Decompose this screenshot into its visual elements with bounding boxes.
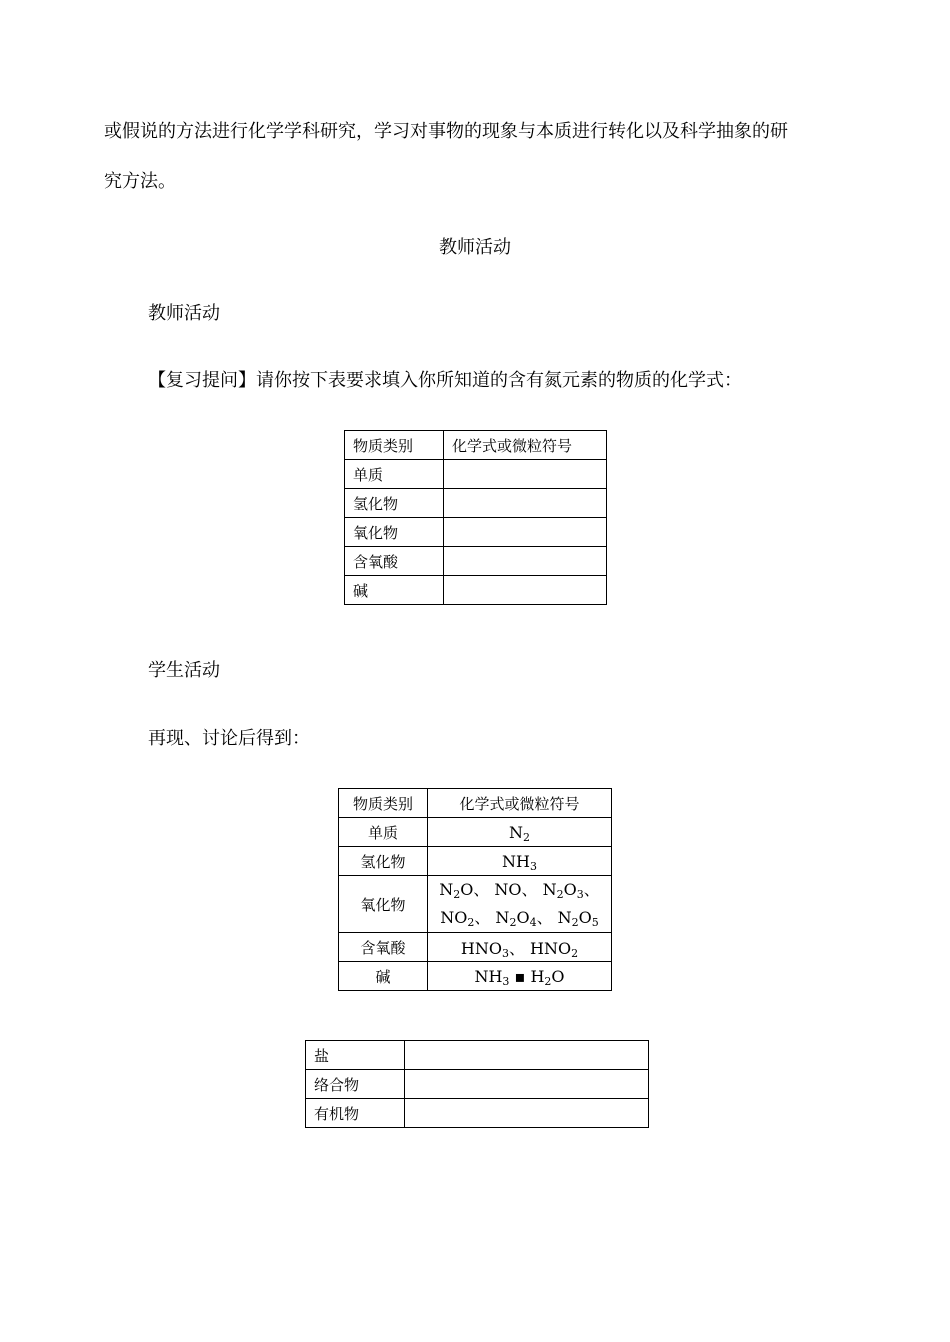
table-row [306, 1070, 649, 1099]
answer-table [338, 788, 612, 991]
empty-formula-cell [405, 1070, 649, 1099]
table-row [345, 489, 607, 518]
formula-cell: $NH_3$ [428, 847, 612, 876]
table-row [339, 962, 612, 991]
category-cell: 含氧酸 [345, 547, 444, 576]
empty-formula-cell [405, 1099, 649, 1128]
category-cell: 氧化物 [339, 876, 428, 933]
table-row [345, 460, 607, 489]
fill-in-table [344, 430, 607, 605]
section-title: 教师活动 [439, 237, 511, 258]
header-formula: 化学式或微粒符号 [444, 431, 607, 460]
category-cell: 络合物 [306, 1070, 405, 1099]
formula-cell: $HNO_3$、 $HNO_2$ [428, 933, 612, 962]
category-cell: 含氧酸 [339, 933, 428, 962]
category-cell: 有机物 [306, 1099, 405, 1128]
formula-cell: $NH_3$ ▪ $H_2O$ [428, 962, 612, 991]
category-cell: 碱 [339, 962, 428, 991]
category-cell: 氧化物 [345, 518, 444, 547]
empty-formula-cell [405, 1041, 649, 1070]
table-header-row [345, 431, 607, 460]
empty-formula-cell [444, 576, 607, 605]
category-cell: 单质 [339, 818, 428, 847]
formula-cell: $N_2O$、 NO、 $N_2O_3$、 $NO_2$、 $N_2O_4$、 $N_2O_5$ [428, 876, 612, 933]
intro-line-2: 究方法。 [104, 171, 176, 192]
table-row [339, 818, 612, 847]
category-cell: 氢化物 [345, 489, 444, 518]
empty-formula-cell [444, 489, 607, 518]
review-question: 【复习提问】请你按下表要求填入你所知道的含有氮元素的物质的化学式： [148, 370, 742, 391]
intro-line-1: 或假说的方法进行化学学科研究，学习对事物的现象与本质进行转化以及科学抽象的研 [104, 121, 788, 142]
continuation-table [305, 1040, 649, 1128]
table-header-row [339, 789, 612, 818]
header-category: 物质类别 [345, 431, 444, 460]
table-row [339, 876, 612, 933]
category-cell: 碱 [345, 576, 444, 605]
empty-formula-cell [444, 547, 607, 576]
table-row [339, 933, 612, 962]
table-row [339, 847, 612, 876]
header-category: 物质类别 [339, 789, 428, 818]
student-text: 再现、讨论后得到： [148, 728, 310, 749]
table-row [345, 576, 607, 605]
category-cell: 氢化物 [339, 847, 428, 876]
table-row [306, 1099, 649, 1128]
teacher-heading: 教师活动 [148, 303, 220, 324]
table-row [345, 547, 607, 576]
table-row [345, 518, 607, 547]
student-heading: 学生活动 [148, 660, 220, 681]
empty-formula-cell [444, 518, 607, 547]
category-cell: 盐 [306, 1041, 405, 1070]
header-formula: 化学式或微粒符号 [428, 789, 612, 818]
empty-formula-cell [444, 460, 607, 489]
formula-cell: $N_2$ [428, 818, 612, 847]
category-cell: 单质 [345, 460, 444, 489]
table-row [306, 1041, 649, 1070]
